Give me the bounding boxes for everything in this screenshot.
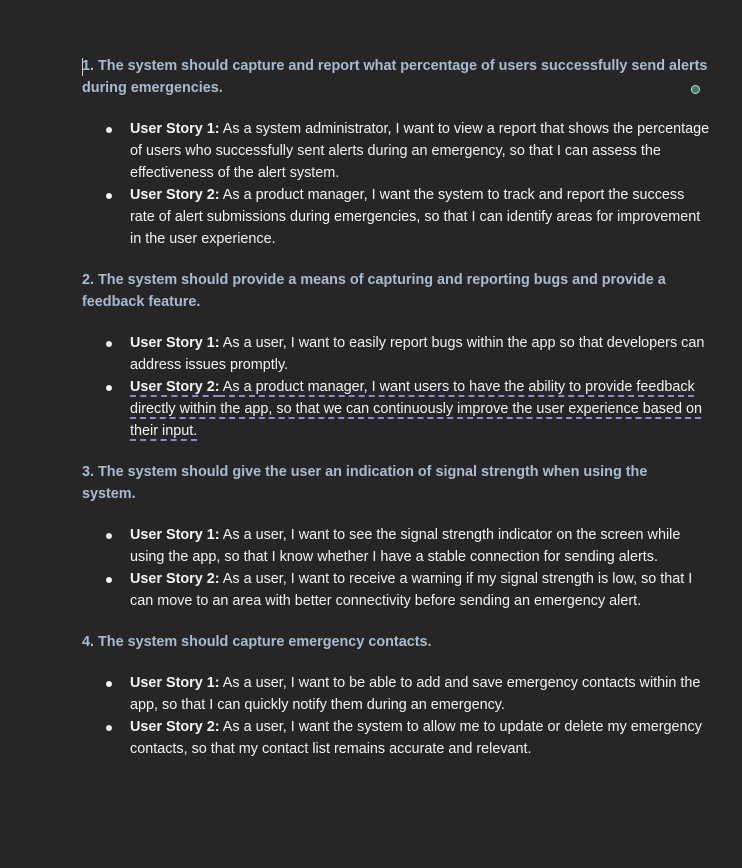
requirement-heading-4: 4. The system should capture emergency contacts. — [82, 634, 432, 650]
user-stories-list-4 — [82, 672, 712, 760]
bullet-icon — [106, 127, 112, 133]
list-item — [82, 524, 712, 568]
requirement-heading-2: 2. The system should provide a means of capturing and reporting bugs and provide a feedback feature. — [82, 272, 666, 310]
list-item — [82, 568, 712, 612]
requirement-heading-1: 1. The system should capture and report what percentage of users successfully send alerts during emergencies. — [82, 58, 708, 96]
story-text: As a system administrator, I want to view a report that shows the percentage of users who successfully sent alerts during an emergency, so that I can assess the effectiveness of the alert system. — [130, 121, 710, 181]
user-stories-list-1 — [82, 118, 712, 250]
bullet-icon — [106, 681, 112, 687]
list-item — [82, 672, 712, 716]
bullet-icon — [106, 341, 112, 347]
story-label: User Story 2: — [130, 379, 220, 395]
story-label: User Story 1: — [130, 335, 220, 351]
bullet-icon — [106, 725, 112, 731]
story-text: As a product manager, I want users to have the ability to provide feedback directly within the app, so that we can continuously improve the user experience based on their input. — [130, 379, 702, 439]
story-text: As a user, I want to be able to add and save emergency contacts within the app, so that I can quickly notify them during an emergency. — [130, 675, 701, 713]
list-item — [82, 376, 712, 442]
story-label: User Story 1: — [130, 527, 220, 543]
story-text: As a user, I want to receive a warning if my signal strength is low, so that I can move to an area with better connectivity before sending an emergency alert. — [130, 571, 693, 609]
bullet-icon — [106, 193, 112, 199]
story-label: User Story 1: — [130, 675, 220, 691]
story-text: As a product manager, I want the system to track and report the success rate of alert submissions during emergencies, so that I can identify areas for improvement in the user experience. — [130, 187, 701, 247]
user-stories-list-3 — [82, 524, 712, 612]
user-stories-list-2 — [82, 332, 712, 442]
bullet-icon — [106, 385, 112, 391]
bullet-icon — [106, 577, 112, 583]
list-item — [82, 118, 712, 184]
grammar-flagged-text[interactable] — [130, 379, 702, 439]
story-text: As a user, I want to easily report bugs within the app so that developers can address issues promptly. — [130, 335, 705, 373]
document-body[interactable] — [82, 55, 712, 779]
story-text: As a user, I want to see the signal strength indicator on the screen while using the app, so that I know whether I have a stable connection for sending alerts. — [130, 527, 681, 565]
story-label: User Story 1: — [130, 121, 220, 137]
story-text: As a user, I want the system to allow me to update or delete my emergency contacts, so that my contact list remains accurate and relevant. — [130, 719, 702, 757]
list-item — [82, 332, 712, 376]
story-label: User Story 2: — [130, 719, 220, 735]
story-label: User Story 2: — [130, 187, 220, 203]
list-item — [82, 184, 712, 250]
list-item — [82, 716, 712, 760]
story-label: User Story 2: — [130, 571, 220, 587]
requirement-heading-3: 3. The system should give the user an indication of signal strength when using the system. — [82, 464, 648, 502]
bullet-icon — [106, 533, 112, 539]
